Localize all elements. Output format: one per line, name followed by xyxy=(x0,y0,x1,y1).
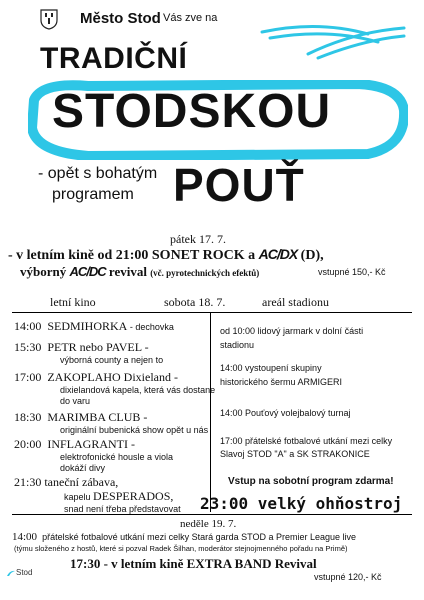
sat-item-6-line2 xyxy=(64,489,173,504)
town-name: Město Stod xyxy=(80,10,161,27)
tagline-line1: - opět s bohatým xyxy=(38,165,158,182)
sunday-line3: 17:30 - v letním kině EXTRA BAND Revival xyxy=(70,556,317,571)
town-crest-icon xyxy=(40,8,58,30)
saturday-right-heading: areál stadionu xyxy=(262,295,329,309)
item-time: 15:30 xyxy=(14,340,42,354)
sat-item-3 xyxy=(14,370,178,385)
stod-logo xyxy=(6,568,32,577)
sat-item-6-line3: snad není třeba představovat xyxy=(64,504,181,514)
item-inline: - xyxy=(171,370,178,384)
sat-item-1 xyxy=(14,319,174,334)
column-divider xyxy=(210,312,211,512)
sunday-price: vstupné 120,- Kč xyxy=(314,572,382,582)
saturday-left-heading: letní kino xyxy=(50,295,96,309)
friday-line2-note: (vč. pyrotechnických efektů) xyxy=(150,268,260,278)
sat-right-3: 14:00 Pouťový volejbalový turnaj xyxy=(220,408,351,418)
sat-item-4-desc: originální bubenická show opět u nás xyxy=(60,425,209,435)
stod-logo-text: Stod xyxy=(16,568,33,577)
sat-item-3-desc1: dixielandová kapela, která vás dostane xyxy=(60,385,216,395)
decorative-swirl-icon xyxy=(258,24,408,64)
acdx-logo: AC/DX xyxy=(258,246,298,262)
saturday-divider xyxy=(12,312,412,313)
title-stodskou: STODSKOU xyxy=(52,85,332,138)
acdc-logo: AC/DC xyxy=(69,264,106,279)
sunday-line1 xyxy=(12,531,356,543)
item-time: 14:00 xyxy=(14,319,42,333)
item-band: DESPERADOS, xyxy=(93,489,174,503)
sat-right-1-l1: od 10:00 lidový jarmark v dolní části xyxy=(220,326,364,336)
sunday-time: 14:00 xyxy=(12,531,38,543)
item-inline: - xyxy=(140,410,148,424)
fireworks: 23:00 velký ohňostroj xyxy=(200,494,403,513)
item-name: MARIMBA CLUB xyxy=(47,410,141,424)
item-name: INFLAGRANTI xyxy=(47,437,129,451)
stod-logo-icon xyxy=(6,569,16,577)
item-name: PETR nebo PAVEL xyxy=(47,340,142,354)
sat-right-2-l1: 14:00 vystoupení skupiny xyxy=(220,363,322,373)
title-tradicni: TRADIČNÍ xyxy=(40,42,188,75)
item-time: 20:00 xyxy=(14,437,42,451)
title-pout: POUŤ xyxy=(173,159,305,211)
item-inline: - xyxy=(128,437,136,451)
sat-item-3-desc2: do varu xyxy=(60,396,91,406)
friday-line2-text: výborný xyxy=(20,264,70,279)
saturday-free-entry: Vstup na sobotní program zdarma! xyxy=(228,476,394,487)
sunday-line2: (týmu složeného z hostů, které si pozval Radek Šilhan, moderátor stejnojmenného pořadu na Primě) xyxy=(14,544,348,553)
item-time: 21:30 xyxy=(14,475,42,489)
item-time: 18:30 xyxy=(14,410,42,424)
sat-item-5-desc1: elektrofonické housle a viola xyxy=(60,452,174,462)
friday-line1-text: - v letním kině od 21:00 SONET ROCK a xyxy=(8,248,259,263)
item-inline: - xyxy=(141,340,149,354)
item-time: 17:00 xyxy=(14,370,42,384)
friday-line2-revival: revival xyxy=(105,264,151,279)
friday-line1-end: (D), xyxy=(297,248,324,263)
sat-right-4-l2: Slavoj STOD "A" a SK STRAKONICE xyxy=(220,449,370,459)
item-name: ZAKOPLAHO Dixieland xyxy=(47,370,171,384)
sat-right-2-l2: historického šermu ARMIGERI xyxy=(220,377,343,387)
sat-item-2-desc: výborná county a nejen to xyxy=(60,355,164,365)
friday-line1 xyxy=(8,246,324,264)
friday-price: vstupné 150,- Kč xyxy=(318,267,386,277)
item-kapelu: kapelu xyxy=(64,492,94,502)
tagline-line2: programem xyxy=(52,186,134,203)
sat-right-4-l1: 17:00 přátelské fotbalové utkání mezi celky xyxy=(220,436,393,446)
friday-line2 xyxy=(20,264,259,280)
item-name: taneční zábava, xyxy=(44,475,119,489)
sat-item-4 xyxy=(14,410,147,425)
sat-item-2 xyxy=(14,340,149,355)
sunday-date: neděle 19. 7. xyxy=(180,518,237,530)
sat-item-5-desc2: dokáží divy xyxy=(60,463,106,473)
friday-date: pátek 17. 7. xyxy=(170,232,226,246)
sat-item-5 xyxy=(14,437,135,452)
saturday-date: sobota 18. 7. xyxy=(164,295,226,309)
invite-text: Vás zve na xyxy=(163,12,218,24)
item-inline: - dechovka xyxy=(127,322,174,332)
sat-right-1-l2: stadionu xyxy=(220,340,255,350)
item-name: SEDMIHORKA xyxy=(47,319,128,333)
sat-item-6 xyxy=(14,475,118,490)
sunday-line1-text: přátelské fotbalové utkání mezi celky Stará garda STOD a Premier League live xyxy=(42,532,357,542)
sunday-divider xyxy=(12,514,412,515)
